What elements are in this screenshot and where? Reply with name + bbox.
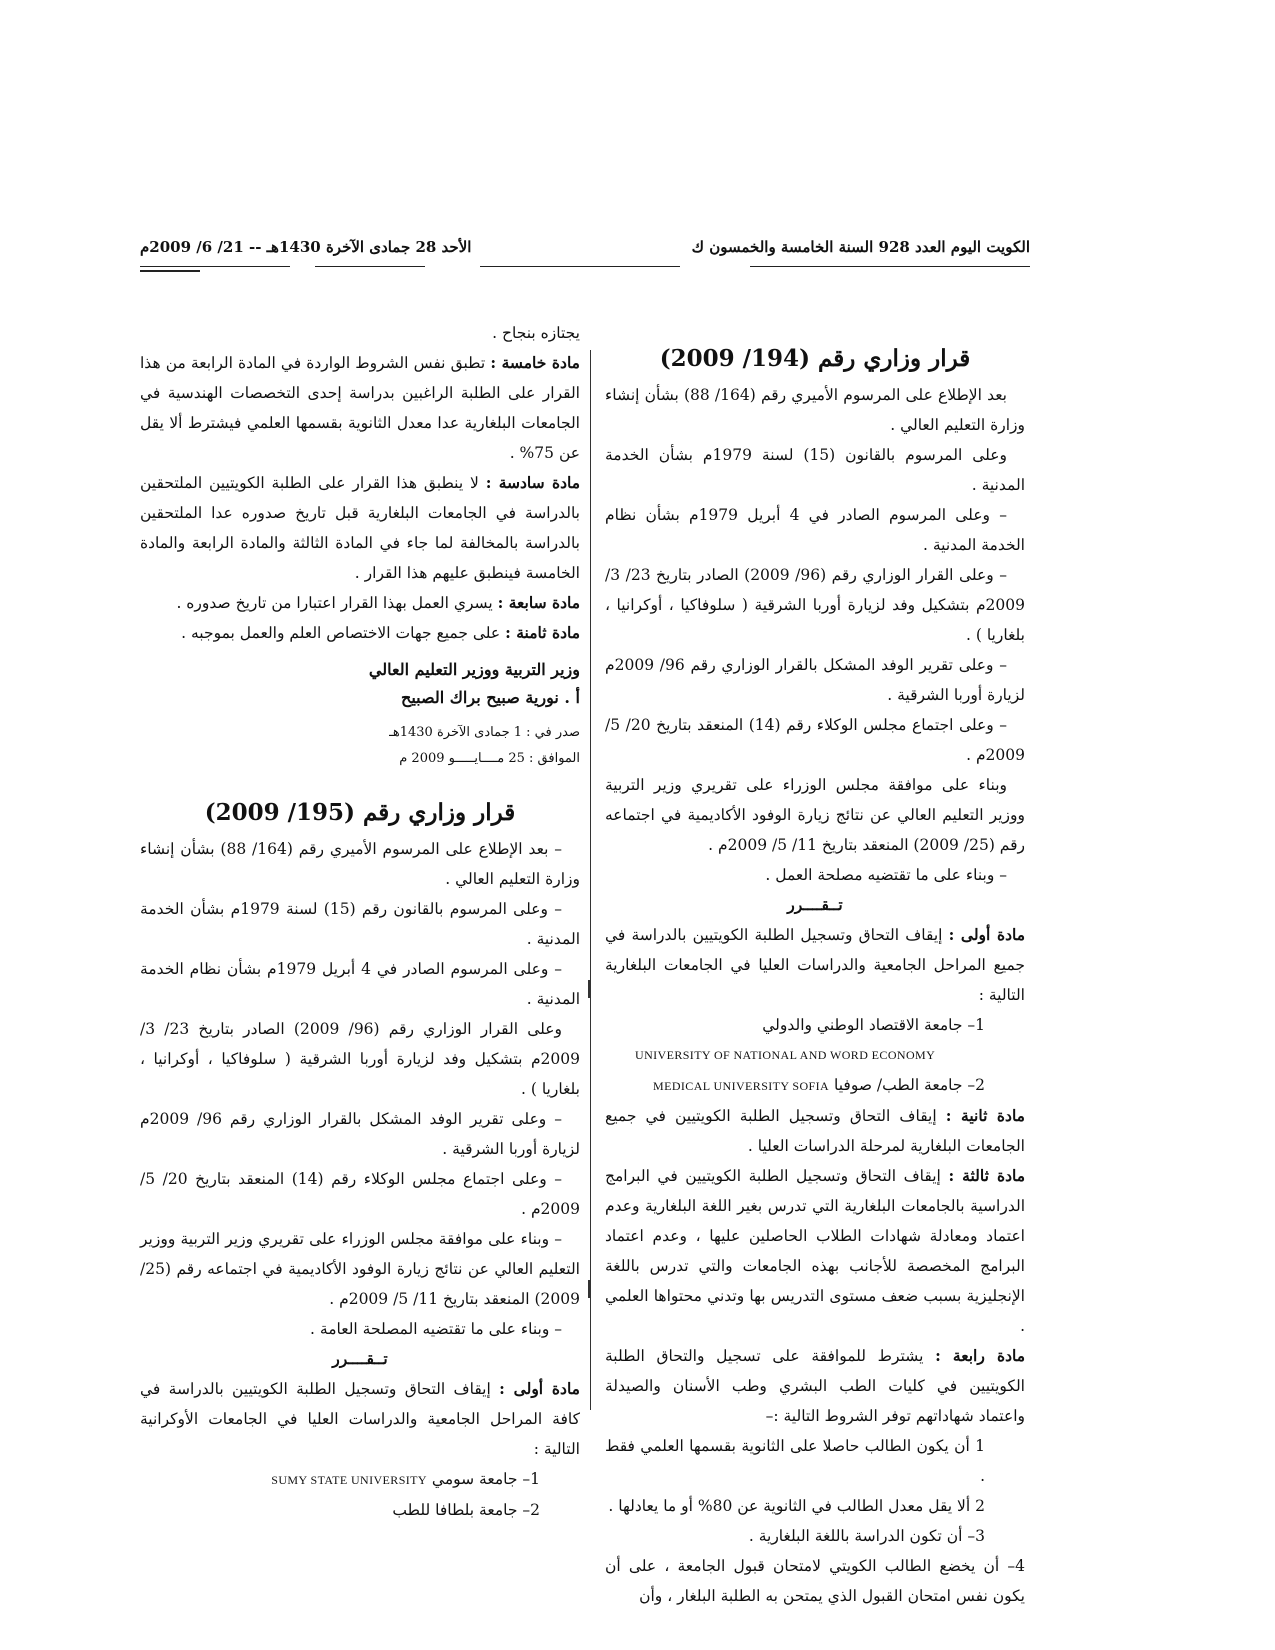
column-divider-mark xyxy=(588,980,590,998)
article-label: مادة ثالثة : xyxy=(948,1166,1025,1185)
left-column xyxy=(140,318,580,1525)
decision-195-title: قرار وزاري رقم (195/ 2009) xyxy=(204,799,516,826)
preamble-item: وعلى القرار الوزاري رقم (96/ 2009) الصادر بتاريخ 23/ 3/ 2009م بتشكيل وفد لزيارة أوربا الشرقية ( سلوفاكيا ، أوكرانيا ، بلغاريا ) . xyxy=(140,1020,580,1098)
preamble-item: وعلى المرسوم بالقانون (15) لسنة 1979م بشأن الخدمة المدنية . xyxy=(605,446,1025,494)
preamble-item: – وعلى القرار الوزاري رقم (96/ 2009) الصادر بتاريخ 23/ 3/ 2009م بتشكيل وفد لزيارة أوربا الشرقية ( سلوفاكيا ، أوكرانيا ، بلغاريا ) . xyxy=(605,566,1025,644)
decision-194-title: قرار وزاري رقم (194/ 2009) xyxy=(659,345,971,372)
university-name-arabic: 1– جامعة سومي xyxy=(431,1470,540,1488)
preamble-item: – وعلى تقرير الوفد المشكل بالقرار الوزاري رقم 96/ 2009م لزيارة أوربا الشرقية . xyxy=(140,1110,580,1158)
university-name-arabic: 2– جامعة الطب/ صوفيا xyxy=(834,1076,985,1094)
article-label: مادة سادسة : xyxy=(485,473,580,492)
preamble-item: – وعلى المرسوم الصادر في 4 أبريل 1979م بشأن نظام الخدمة المدنية . xyxy=(605,506,1025,554)
article-text: إيقاف التحاق وتسجيل الطلبة الكويتيين في جميع الجامعات البلغارية لمرحلة الدراسات العليا . xyxy=(605,1107,1025,1155)
article-label: مادة ثانية : xyxy=(945,1106,1025,1125)
article-4 xyxy=(605,1341,1025,1431)
university-item: 2– جامعة بلطافا للطب xyxy=(392,1501,540,1519)
university-name-latin: SUMY STATE UNIVERSITY xyxy=(271,1473,427,1487)
preamble-item: – وعلى اجتماع مجلس الوكلاء رقم (14) المنعقد بتاريخ 20/ 5/ 2009م . xyxy=(140,1170,580,1218)
article-text: على جميع جهات الاختصاص العلم والعمل بموجبه . xyxy=(181,624,501,642)
preamble-item: بعد الإطلاع على المرسوم الأميري رقم (164/ 88) بشأن إنشاء وزارة التعليم العالي . xyxy=(605,386,1025,434)
header-rule xyxy=(750,266,1030,267)
header-rule xyxy=(140,266,290,267)
signatory-title: وزير التربية ووزير التعليم العالي xyxy=(368,660,580,679)
preamble-item: – وعلى تقرير الوفد المشكل بالقرار الوزاري رقم 96/ 2009م لزيارة أوربا الشرقية . xyxy=(605,656,1025,704)
university-item: 1– جامعة الاقتصاد الوطني والدولي xyxy=(762,1016,985,1034)
header-rule xyxy=(480,266,680,267)
university-item xyxy=(605,1070,1025,1101)
preamble-item: – بعد الإطلاع على المرسوم الأميري رقم (164/ 88) بشأن إنشاء وزارة التعليم العالي . xyxy=(140,840,580,888)
article-6 xyxy=(140,468,580,588)
issue-date: صدر في : 1 جمادى الآخرة 1430هـ xyxy=(389,725,580,740)
decides-heading: تــقــــرر xyxy=(787,895,843,914)
article-text: إيقاف التحاق وتسجيل الطلبة الكويتيين بالدراسة في كافة المراحل الجامعية والدراسات العليا في الجامعات الأوكرانية التالية : xyxy=(140,1380,580,1458)
article-1 xyxy=(605,920,1025,1010)
article-text: إيقاف التحاق وتسجيل الطلبة الكويتيين بالدراسة في جميع المراحل الجامعية والدراسات العليا في الجامعات البلغارية التالية : xyxy=(605,926,1025,1004)
signatory-name: أ . نورية صبيح براك الصبيح xyxy=(400,688,580,707)
article-1 xyxy=(140,1374,580,1464)
corresponding-date: الموافق : 25 مــــايـــــو 2009 م xyxy=(399,751,580,766)
article-label: مادة أولى : xyxy=(499,1379,580,1398)
preamble-item: – وبناء على ما تقتضيه مصلحة العمل . xyxy=(765,866,1007,884)
article-2 xyxy=(605,1101,1025,1161)
preamble-item: – وعلى المرسوم بالقانون رقم (15) لسنة 1979م بشأن الخدمة المدنية . xyxy=(140,900,580,948)
university-name-latin: UNIVERSITY OF NATIONAL AND WORD ECONOMY xyxy=(635,1048,936,1062)
column-divider-mark xyxy=(588,1280,590,1298)
header-date: الأحد 28 جمادى الآخرة 1430هـ -- 21/ 6/ 2009م xyxy=(140,238,472,256)
article-label: مادة خامسة : xyxy=(490,353,580,372)
column-divider xyxy=(590,350,591,1410)
condition-item: 1 أن يكون الطالب حاصلا على الثانوية بقسمها العلمي فقط . xyxy=(605,1437,985,1485)
article-label: مادة سابعة : xyxy=(497,593,580,612)
decides-heading: تــقــــرر xyxy=(332,1349,388,1368)
continued-line: يجتازه بنجاح . xyxy=(492,324,580,342)
article-text: يشترط للموافقة على تسجيل والتحاق الطلبة الكويتيين في كليات الطب البشري وطب الأسنان والصيدلة واعتماد شهاداتهم توفر الشروط التالية :– xyxy=(605,1347,1025,1425)
article-7 xyxy=(140,588,580,618)
header-publication-info: الكويت اليوم العدد 928 السنة الخامسة والخمسون ك xyxy=(691,238,1030,256)
university-name-latin: MEDICAL UNIVERSITY SOFIA xyxy=(653,1079,830,1093)
article-3 xyxy=(605,1161,1025,1341)
article-text: لا ينطبق هذا القرار على الطلبة الكويتيين الملتحقين بالدراسة في الجامعات البلغارية قبل تاريخ صدوره عدا الملتحقين بالدراسة بالمخالفة لما جاء في المادة الثالثة والمادة الرابعة والمادة الخامسة فينطبق عليهم هذا القرار . xyxy=(140,474,580,582)
condition-item: 3– أن تكون الدراسة باللغة البلغارية . xyxy=(748,1527,985,1545)
page-header xyxy=(140,238,1030,278)
article-text: يسري العمل بهذا القرار اعتبارا من تاريخ صدوره . xyxy=(176,594,493,612)
preamble-item: – وبناء على ما تقتضيه المصلحة العامة . xyxy=(310,1320,562,1338)
article-label: مادة رابعة : xyxy=(935,1346,1025,1365)
preamble-item: وبناء على موافقة مجلس الوزراء على تقريري وزير التربية ووزير التعليم العالي عن نتائج زيارة الوفود الأكاديمية في اجتماعه رقم (25/ 2009) المنعقد بتاريخ 11/ 5/ 2009م . xyxy=(605,776,1025,854)
article-8 xyxy=(140,618,580,648)
article-5 xyxy=(140,348,580,468)
university-item xyxy=(140,1464,580,1495)
header-rule xyxy=(315,266,425,267)
header-rule xyxy=(140,270,200,272)
preamble-item: – وبناء على موافقة مجلس الوزراء على تقريري وزير التربية ووزير التعليم العالي عن نتائج زيارة الوفود الأكاديمية في اجتماعه رقم (25/ 2009) المنعقد بتاريخ 11/ 5/ 2009م . xyxy=(140,1230,580,1308)
article-text: إيقاف التحاق وتسجيل الطلبة الكويتيين في البرامج الدراسية بالجامعات البلغارية التي تدرس بغير اللغة البلغارية وعدم اعتماد ومعادلة شهادات الطلاب الحاصلين عليها ، وعدم اعتماد البرامج المخصصة للأجانب بهذه الجامعات والتي تدرس باللغة الإنجليزية بسبب ضعف مستوى التدريس بها وتدني محتواها العلمي . xyxy=(605,1167,1025,1335)
condition-item: 4– أن يخضع الطالب الكويتي لامتحان قبول الجامعة ، على أن يكون نفس امتحان القبول الذي يمتحن به الطلبة البلغار ، وأن xyxy=(605,1557,1025,1605)
right-column xyxy=(605,340,1025,1611)
article-label: مادة ثامنة : xyxy=(505,623,580,642)
preamble-item: – وعلى المرسوم الصادر في 4 أبريل 1979م بشأن نظام الخدمة المدنية . xyxy=(140,960,580,1008)
article-label: مادة أولى : xyxy=(948,925,1025,944)
article-text: تطبق نفس الشروط الواردة في المادة الرابعة من هذا القرار على الطلبة الراغبين بدراسة إحدى التخصصات الهندسية في الجامعات البلغارية عدا معدل الثانوية بقسمها العلمي فيشترط ألا يقل عن 75% . xyxy=(140,354,580,462)
preamble-item: – وعلى اجتماع مجلس الوكلاء رقم (14) المنعقد بتاريخ 20/ 5/ 2009م . xyxy=(605,716,1025,764)
condition-item: 2 ألا يقل معدل الطالب في الثانوية عن 80% أو ما يعادلها . xyxy=(608,1497,985,1515)
